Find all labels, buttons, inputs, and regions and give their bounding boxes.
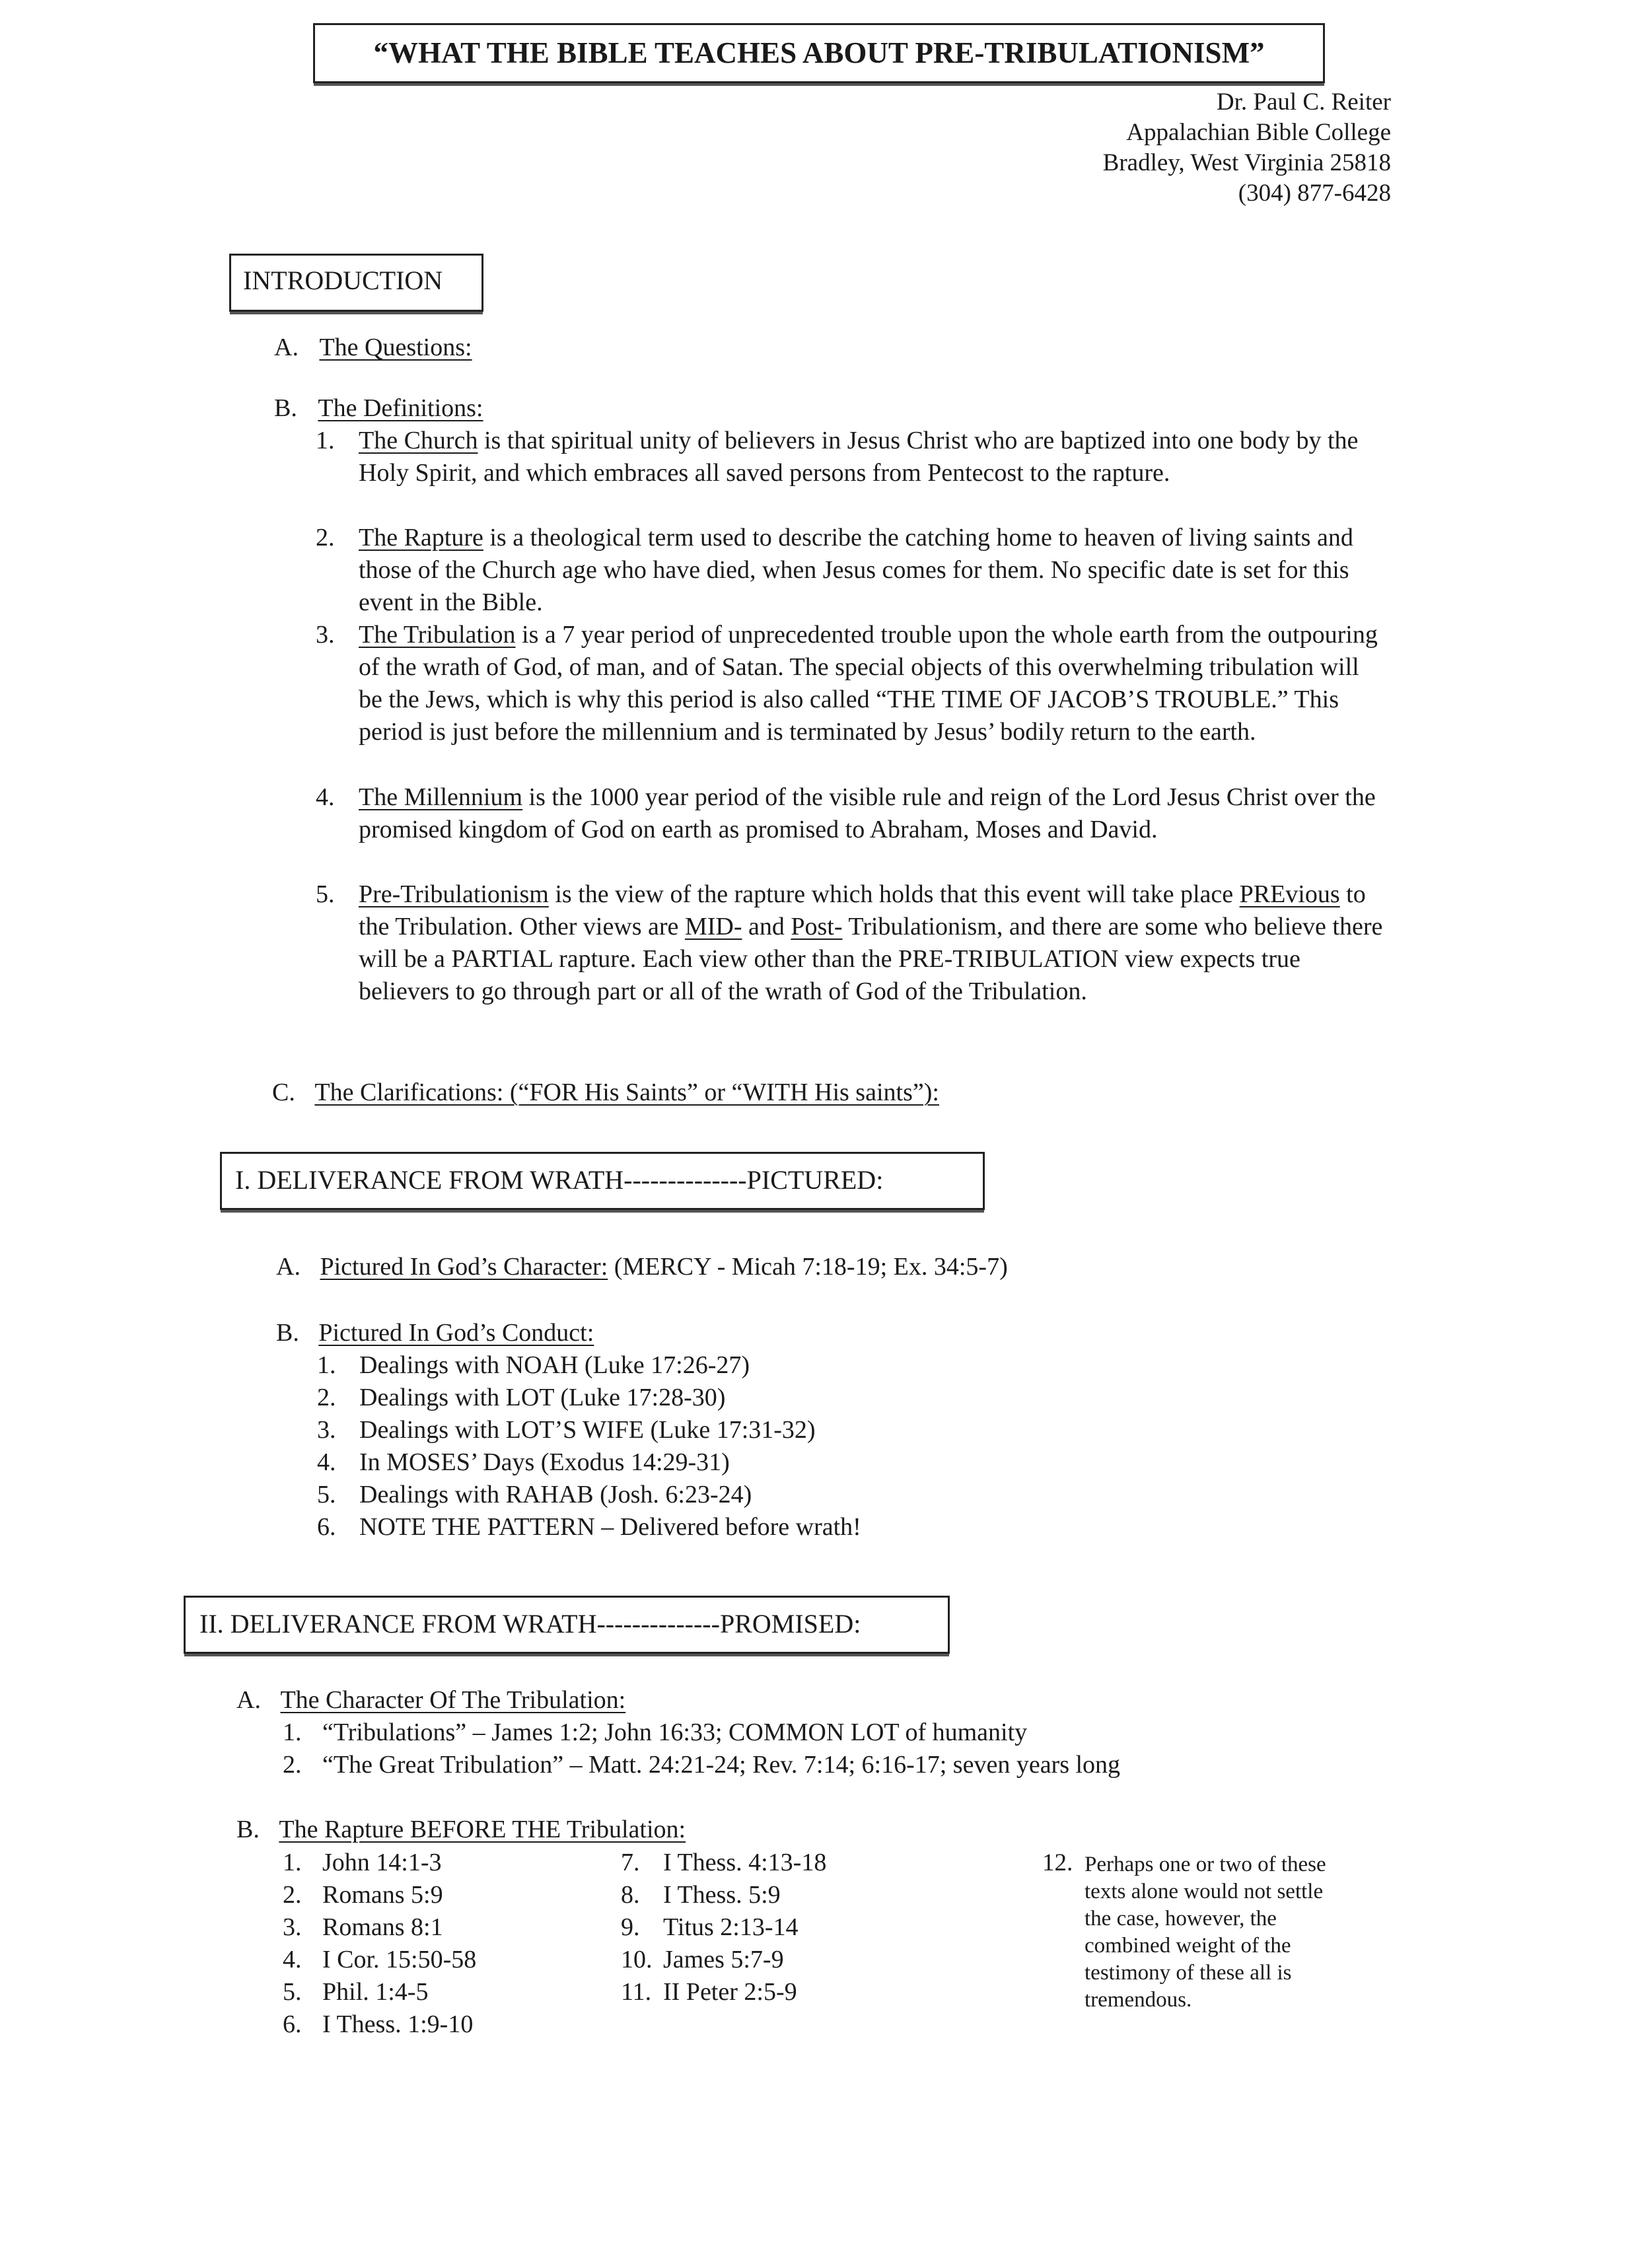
definition-term: The Church (359, 427, 478, 454)
intro-b-marker: B. (274, 394, 297, 422)
list-number: 1. (317, 1351, 336, 1379)
definition-number: 3. (316, 621, 335, 649)
list-text: Dealings with LOT (Luke 17:28-30) (359, 1384, 726, 1411)
list-text: Dealings with RAHAB (Josh. 6:23-24) (359, 1481, 752, 1508)
section-2-item-b (236, 1814, 686, 1846)
mid-term: MID- (684, 913, 742, 940)
list-number: 5. (283, 1978, 302, 2006)
list-item (621, 1879, 826, 1911)
note-line: the case, however, the (1085, 1907, 1277, 1931)
intro-a-marker: A. (274, 334, 299, 361)
section-2-a-title: The Character Of The Tribulation: (280, 1686, 626, 1714)
list-number: 2. (283, 1881, 302, 1909)
list-text: John 14:1-3 (322, 1849, 442, 1876)
definition-pre-tribulationism (316, 878, 1386, 1008)
intro-item-c (272, 1077, 939, 1109)
list-text: “The Great Tribulation” – Matt. 24:21-24; Rev. 7:14; 6:16-17; seven years long (322, 1751, 1121, 1779)
note-number: 12. (1042, 1849, 1073, 1876)
document-title: “WHAT THE BIBLE TEACHES ABOUT PRE-TRIBULATIONISM” (373, 36, 1265, 69)
section-1-b-marker: B. (276, 1319, 299, 1347)
scripture-list-column-2 (621, 1847, 826, 2008)
note-line: testimony of these all is (1085, 1961, 1292, 1985)
intro-b-title: The Definitions: (318, 394, 483, 422)
list-item (317, 1414, 861, 1446)
list-item (283, 1976, 476, 2008)
list-number: 10. (621, 1946, 653, 1973)
definition-tribulation (316, 619, 1386, 781)
list-item (317, 1479, 861, 1511)
note-line: combined weight of the (1085, 1934, 1291, 1958)
list-text: Dealings with NOAH (Luke 17:26-27) (359, 1351, 750, 1379)
definition-term: The Tribulation (359, 621, 516, 649)
college-name: Appalachian Bible College (1126, 119, 1391, 146)
list-item (621, 1944, 826, 1976)
definition-millennium (316, 781, 1386, 878)
list-number: 4. (317, 1448, 336, 1476)
list-text: Titus 2:13-14 (663, 1913, 799, 1941)
definition-text: and (742, 913, 791, 940)
list-item (283, 1944, 476, 1976)
section-1-heading: I. DELIVERANCE FROM WRATH--------------PICTURED: (235, 1165, 884, 1195)
list-number: 1. (283, 1719, 302, 1746)
list-number: 11. (621, 1978, 652, 2006)
list-text: “Tribulations” – James 1:2; John 16:33; COMMON LOT of humanity (322, 1719, 1028, 1746)
scripture-list-column-1 (283, 1847, 476, 2041)
section-2-b-title: The Rapture BEFORE THE Tribulation: (279, 1816, 686, 1843)
list-item (317, 1349, 861, 1382)
post-term: Post- (791, 913, 843, 940)
definition-text: is the view of the rapture which holds that this event will take place (548, 880, 1240, 908)
intro-c-title: The Clarifications: (“FOR His Saints” or “WITH His saints”): (314, 1079, 939, 1106)
list-item (283, 2008, 476, 2041)
list-text: I Thess. 5:9 (663, 1881, 781, 1909)
list-item (283, 1911, 476, 1944)
definition-text: is the 1000 year period of the visible rule and reign of the Lord Jesus Christ over the promised kingdom of God on earth as promised to Abraham, Moses and David. (359, 783, 1376, 843)
list-number: 6. (283, 2010, 302, 2038)
definition-text: to the Tribulation. Other views are (359, 880, 1366, 940)
list-number: 2. (283, 1751, 302, 1779)
author-address (1103, 87, 1391, 209)
list-item (621, 1976, 826, 2008)
definition-term: The Rapture (359, 524, 483, 551)
list-number: 2. (317, 1384, 336, 1411)
section-1-a-title: Pictured In God’s Character: (320, 1253, 608, 1281)
list-text: Phil. 1:4-5 (322, 1978, 429, 2006)
list-item (317, 1446, 861, 1479)
list-text: James 5:7-9 (663, 1946, 784, 1973)
list-item (317, 1382, 861, 1414)
definition-number: 1. (316, 427, 335, 454)
section-2-item-a (236, 1684, 625, 1717)
section-1-list (317, 1349, 861, 1543)
definition-number: 2. (316, 524, 335, 551)
definitions-list (316, 425, 1386, 1008)
section-1-a-text: (MERCY - Micah 7:18-19; Ex. 34:5-7) (608, 1253, 1008, 1281)
definition-number: 4. (316, 783, 335, 811)
list-text: NOTE THE PATTERN – Delivered before wrath! (359, 1513, 861, 1541)
section-1-b-title: Pictured In God’s Conduct: (318, 1319, 594, 1347)
list-number: 1. (283, 1849, 302, 1876)
definition-rapture (316, 522, 1386, 619)
previous-term: PREvious (1239, 880, 1340, 908)
list-number: 5. (317, 1481, 336, 1508)
intro-c-marker: C. (272, 1079, 295, 1106)
definition-text: is that spiritual unity of believers in Jesus Christ who are baptized into one body by the Holy Spirit, and which embraces all saved persons from Pentecost to the rapture. (359, 427, 1359, 487)
list-number: 7. (621, 1849, 640, 1876)
introduction-heading: INTRODUCTION (243, 266, 443, 295)
phone-number: (304) 877-6428 (1238, 180, 1391, 207)
definition-text: is a theological term used to describe the catching home to heaven of living saints and those of the Church age who have died, when Jesus comes for them. No specific date is set for this event in the Bible. (359, 524, 1353, 616)
list-item (621, 1847, 826, 1879)
intro-a-title: The Questions: (319, 334, 472, 361)
list-number: 8. (621, 1881, 640, 1909)
section-2-b-marker: B. (236, 1816, 260, 1843)
list-text: II Peter 2:5-9 (663, 1978, 797, 2006)
list-number: 9. (621, 1913, 640, 1941)
note-line: texts alone would not settle (1085, 1880, 1324, 1903)
list-item (283, 1847, 476, 1879)
intro-item-b (274, 392, 483, 425)
section-2-a-list (283, 1717, 1120, 1781)
intro-item-a (274, 332, 472, 364)
definition-church (316, 425, 1386, 522)
list-item (283, 1879, 476, 1911)
note-line: Perhaps one or two of these (1085, 1853, 1326, 1876)
definition-text: is a 7 year period of unprecedented trouble upon the whole earth from the outpouring of the wrath of God, of man, and of Satan. The special objects of this overwhelming tribulation will be the Jews, which is why this period is also called “THE TIME OF JACOB’S TROUBLE.” This period is just before the millennium and is terminated by Jesus’ bodily return to the earth. (359, 621, 1378, 746)
list-number: 6. (317, 1513, 336, 1541)
list-text: Romans 5:9 (322, 1881, 443, 1909)
definition-term: Pre-Tribulationism (359, 880, 549, 908)
definition-term: The Millennium (359, 783, 523, 811)
list-text: I Thess. 1:9-10 (322, 2010, 474, 2038)
section-2-heading: II. DELIVERANCE FROM WRATH--------------PROMISED: (199, 1609, 861, 1639)
list-number: 4. (283, 1946, 302, 1973)
section-1-item-b (276, 1317, 594, 1349)
section-2-a-marker: A. (236, 1686, 261, 1714)
list-text: Romans 8:1 (322, 1913, 443, 1941)
author-name: Dr. Paul C. Reiter (1216, 89, 1391, 116)
list-text: In MOSES’ Days (Exodus 14:29-31) (359, 1448, 730, 1476)
list-text: I Thess. 4:13-18 (663, 1849, 827, 1876)
list-number: 3. (317, 1416, 336, 1444)
list-item (283, 1749, 1120, 1781)
list-number: 3. (283, 1913, 302, 1941)
note-line: tremendous. (1085, 1988, 1192, 2012)
note-text (1085, 1851, 1326, 2014)
list-item (621, 1911, 826, 1944)
definition-text: Tribulationism, and there are some who believe there will be a PARTIAL rapture. Each view other than the PRE-TRIBULATION view expects true believers to go through part or all of the wrath of God of the Tribulation. (359, 913, 1383, 1005)
section-1-a-marker: A. (276, 1253, 301, 1281)
list-item (317, 1511, 861, 1543)
list-item (283, 1717, 1120, 1749)
college-location: Bradley, West Virginia 25818 (1102, 149, 1391, 176)
definition-number: 5. (316, 880, 335, 908)
list-text: Dealings with LOT’S WIFE (Luke 17:31-32) (359, 1416, 816, 1444)
section-1-item-a (276, 1251, 1008, 1283)
list-text: I Cor. 15:50-58 (322, 1946, 477, 1973)
